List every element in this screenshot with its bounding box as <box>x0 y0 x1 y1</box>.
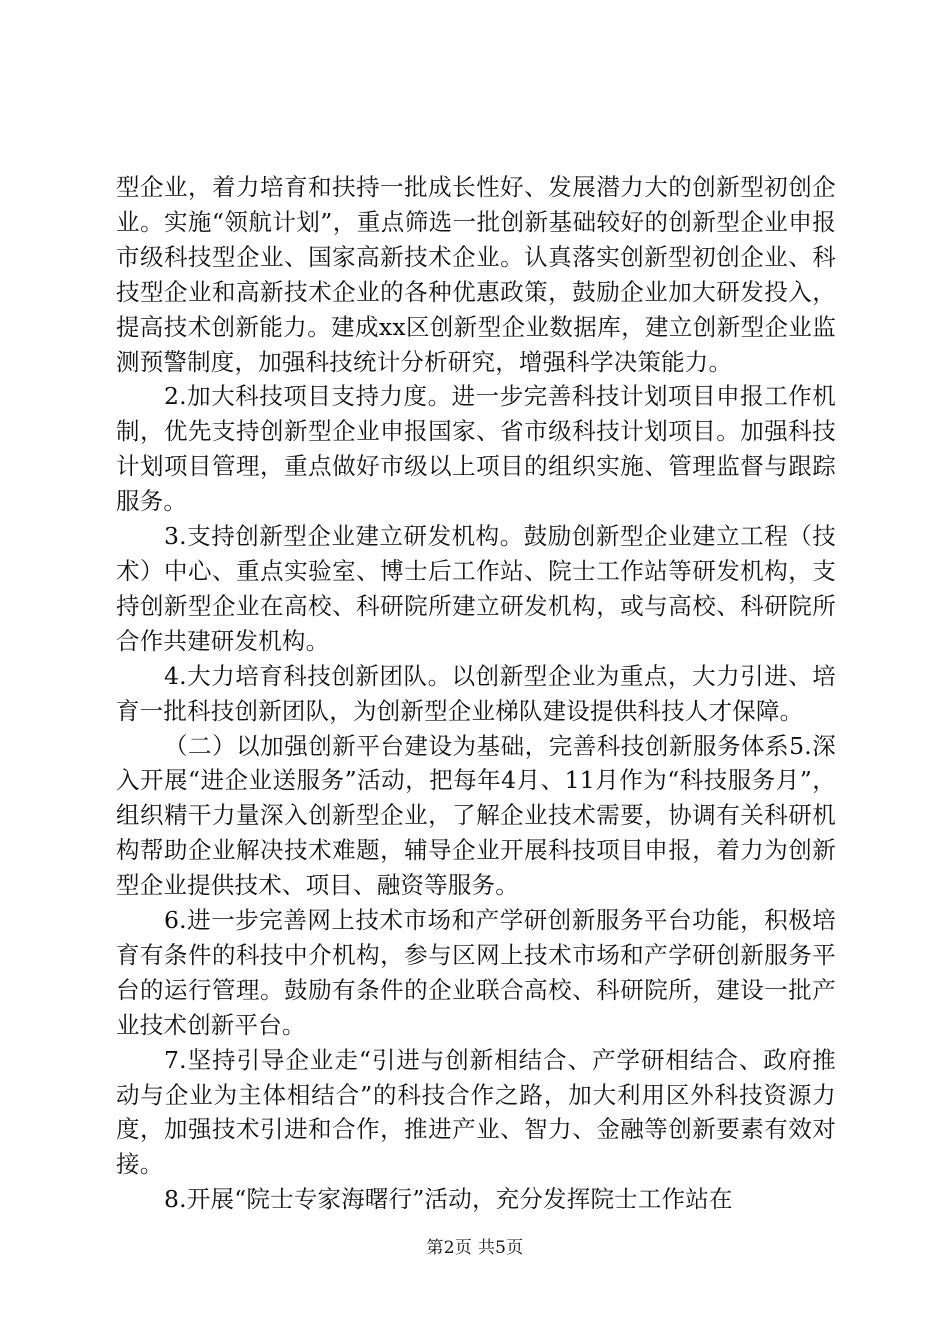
paragraph: 7.坚持引导企业走“引进与创新相结合、产学研相结合、政府推动与企业为主体相结合”的科技合作之路，加大利用区外科技资源力度，加强技术引进和合作，推进产业、智力、金融等创新要素有效对接。 <box>116 1045 836 1179</box>
paragraph: 2.加大科技项目支持力度。进一步完善科技计划项目申报工作机制，优先支持创新型企业申报国家、省市级科技计划项目。加强科技计划项目管理，重点做好市级以上项目的组织实施、管理监督与跟踪服务。 <box>116 382 836 516</box>
page-number-footer: 第2页 共5页 <box>426 1238 524 1258</box>
paragraph: 4.大力培育科技创新团队。以创新型企业为重点，大力引进、培育一批科技创新团队，为创新型企业梯队建设提供科技人才保障。 <box>116 661 836 725</box>
document-body <box>116 170 836 1217</box>
paragraph: 型企业，着力培育和扶持一批成长性好、发展潜力大的创新型初创企业。实施“领航计划”，重点筛选一批创新基础较好的创新型企业申报市级科技型企业、国家高新技术企业。认真落实创新型初创企业、科技型企业和高新技术企业的各种优惠政策，鼓励企业加大研发投入，提高技术创新能力。建成xx区创新型企业数据库，建立创新型企业监测预警制度，加强科技统计分析研究，增强科学决策能力。 <box>116 173 836 376</box>
paragraph: 6.进一步完善网上技术市场和产学研创新服务平台功能，积极培育有条件的科技中介机构，参与区网上技术市场和产学研创新服务平台的运行管理。鼓励有条件的企业联合高校、科研院所，建设一批产业技术创新平台。 <box>116 906 836 1039</box>
paragraph: 8.开展“院士专家海曙行”活动，充分发挥院士工作站在 <box>164 1185 733 1214</box>
paragraph: 3.支持创新型企业建立研发机构。鼓励创新型企业建立工程（技术）中心、重点实验室、博士后工作站、院士工作站等研发机构，支持创新型企业在高校、科研院所建立研发机构，或与高校、科研院所合作共建研发机构。 <box>116 522 836 655</box>
paragraph: （二）以加强创新平台建设为基础，完善科技创新服务体系5.深入开展“进企业送服务”活动，把每年4月、11月作为“科技服务月”，组织精干力量深入创新型企业，了解企业技术需要，协调有关科研机构帮助企业解决技术难题，辅导企业开展科技项目申报，着力为创新型企业提供技术、项目、融资等服务。 <box>116 731 836 900</box>
